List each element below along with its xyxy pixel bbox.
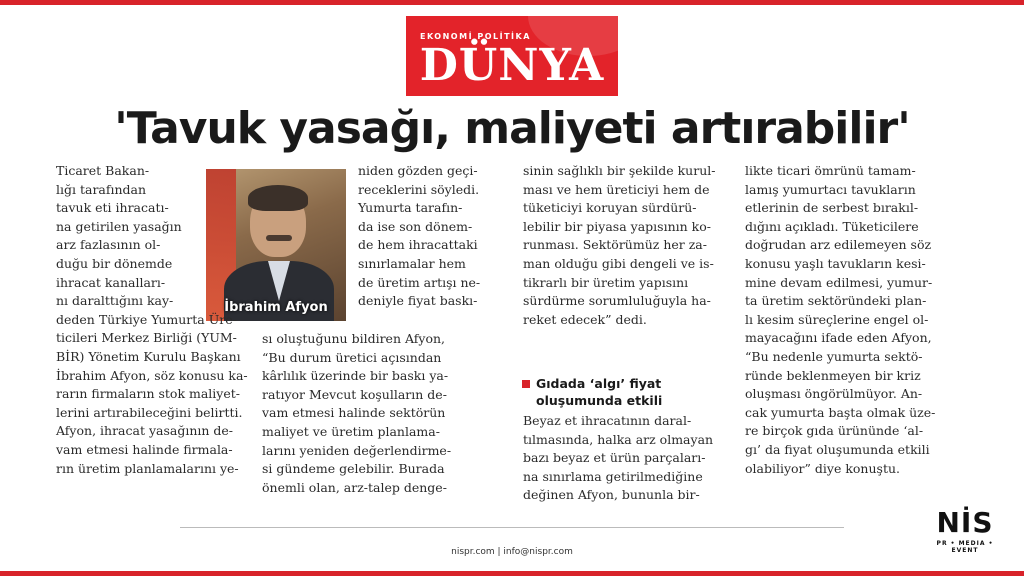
- nis-logo-text: NİS: [936, 506, 994, 539]
- footer-divider: [180, 527, 844, 528]
- footer-contact[interactable]: nispr.com | info@nispr.com: [451, 547, 573, 557]
- text-line: deniyle fiyat baskı-: [358, 293, 478, 309]
- top-red-bar: [0, 0, 1024, 5]
- text-line: ması ve hem üreticiyi hem de: [523, 181, 710, 197]
- article-subhead: Gıdada ‘algı’ fiyat oluşumunda etkili: [536, 375, 716, 409]
- article-column-2-bottom: [262, 330, 510, 497]
- text-line: niden gözden geçi-: [358, 163, 478, 178]
- article-column-1: [56, 162, 252, 478]
- text-line: tılmasında, halka arz olmayan: [523, 431, 714, 447]
- text-line: ta üretim sektöründeki plan-: [745, 293, 927, 309]
- text-line: tikrarlı bir üretim yapısını: [523, 274, 689, 290]
- text-line: lerini artırabileceğini belirtti.: [56, 404, 243, 420]
- text-line: Ticaret Bakan-: [56, 163, 150, 178]
- text-line: re birçok gıda ürününde ‘al-: [745, 423, 924, 439]
- text-line: nı daralttığını kay-: [56, 293, 174, 309]
- text-line: maliyet ve üretim planlama-: [262, 423, 440, 439]
- text-line: mayacağını ifade eden Afyon,: [745, 330, 932, 346]
- text-line: cak yumurta başta olmak üze-: [745, 404, 936, 420]
- text-line: man olduğu gibi dengeli ve is-: [523, 255, 714, 271]
- text-line: vam etmesi halinde sektörün: [262, 405, 446, 421]
- article-column-3: [523, 162, 719, 329]
- text-line: na getirilen yasağın: [56, 218, 182, 234]
- text-line: rarın firmaların stok maliyet-: [56, 386, 241, 402]
- logo-small-text: EKONOMİ POLİTİKA: [420, 32, 531, 41]
- text-line: rın üretim planlamalarını ye-: [56, 460, 239, 476]
- text-line: sinin sağlıklı bir şekilde kurul-: [523, 163, 716, 178]
- text-line: deden Türkiye Yumurta Üre-: [56, 311, 237, 327]
- text-line: receklerini söyledi.: [358, 181, 480, 197]
- text-line: lebilir bir piyasa yapısının ko-: [523, 218, 711, 234]
- text-line: değinen Afyon, bununla bir-: [523, 487, 700, 503]
- text-line: da ise son dönem-: [358, 218, 473, 234]
- text-line: arz fazlasının ol-: [56, 237, 161, 253]
- text-line: si gündeme gelebilir. Burada: [262, 461, 445, 477]
- text-line: lamış yumurtacı tavukların: [745, 181, 916, 197]
- text-line: sürdürme sorumluluğuyla ha-: [523, 293, 711, 309]
- photo-hair: [248, 185, 308, 211]
- text-line: İbrahim Afyon, söz konusu ka-: [56, 367, 248, 383]
- text-line: oluşması öngörülmüyor. An-: [745, 386, 923, 402]
- text-line: mine devam edilmesi, yumur-: [745, 274, 933, 290]
- text-line: vam etmesi halinde firmala-: [56, 441, 233, 457]
- text-line: tüketiciyi koruyan sürdürü-: [523, 200, 697, 216]
- text-line: ratıyor Mevcut koşulların de-: [262, 386, 447, 402]
- text-line: gı’ da fiyat oluşumunda etkili: [745, 441, 930, 457]
- text-line: “Bu nedenle yumurta sektö-: [745, 348, 923, 364]
- text-line: runması. Sektörümüz her za-: [523, 237, 707, 253]
- text-line: Beyaz et ihracatının daral-: [523, 413, 692, 428]
- text-line: “Bu durum üretici açısından: [262, 349, 442, 365]
- text-line: lı kesim süreçlerine engel ol-: [745, 311, 929, 327]
- text-line: sınırlamalar hem: [358, 255, 466, 271]
- photo-caption: İbrahim Afyon: [224, 300, 328, 315]
- text-line: sı oluştuğunu bildiren Afyon,: [262, 331, 446, 346]
- text-line: na sınırlama getirilmediğine: [523, 468, 703, 484]
- text-line: de üretim artışı ne-: [358, 274, 481, 290]
- article-headline: 'Tavuk yasağı, maliyeti artırabilir': [114, 103, 910, 154]
- article-column-2-top: [358, 162, 508, 311]
- dunya-logo: [406, 16, 618, 96]
- text-line: ründe beklenmeyen bir kriz: [745, 367, 921, 383]
- text-line: ticileri Merkez Birliği (YUM-: [56, 330, 237, 346]
- text-line: kârlılık üzerinde bir baskı ya-: [262, 368, 449, 384]
- text-line: bazı beyaz et ürün parçaları-: [523, 450, 706, 466]
- nis-logo: [924, 506, 1006, 554]
- text-line: BİR) Yönetim Kurulu Başkanı: [56, 348, 241, 364]
- logo-big-text: DÜNYA: [419, 40, 605, 91]
- text-line: tavuk eti ihracatı-: [56, 200, 169, 216]
- text-line: olabiliyor” diye konuştu.: [745, 460, 900, 476]
- bottom-red-bar: [0, 571, 1024, 576]
- text-line: etlerinin de serbest bırakıl-: [745, 200, 919, 216]
- text-line: ihracat kanalları-: [56, 274, 166, 290]
- text-line: duğu bir dönemde: [56, 255, 173, 271]
- text-line: önemli olan, arz-talep denge-: [262, 479, 447, 495]
- text-line: doğrudan arz edilemeyen söz: [745, 237, 932, 253]
- text-line: lığı tarafından: [56, 181, 147, 197]
- text-line: larını yeniden değerlendirme-: [262, 442, 452, 458]
- text-line: likte ticari ömrünü tamam-: [745, 163, 916, 178]
- text-line: de hem ihracattaki: [358, 237, 478, 253]
- text-line: reket edecek” dedi.: [523, 311, 647, 327]
- text-line: Yumurta tarafın-: [358, 200, 463, 216]
- text-line: Afyon, ihracat yasağının de-: [56, 423, 234, 439]
- article-column-4: [745, 162, 957, 478]
- nis-tagline: PR • MEDIA • EVENT: [936, 540, 994, 554]
- text-line: konusu yaşlı tavukların kesi-: [745, 255, 926, 271]
- article-column-3-bottom: [523, 412, 719, 505]
- text-line: dığını açıkladı. Tüketicilere: [745, 218, 919, 234]
- photo-moustache: [266, 235, 292, 241]
